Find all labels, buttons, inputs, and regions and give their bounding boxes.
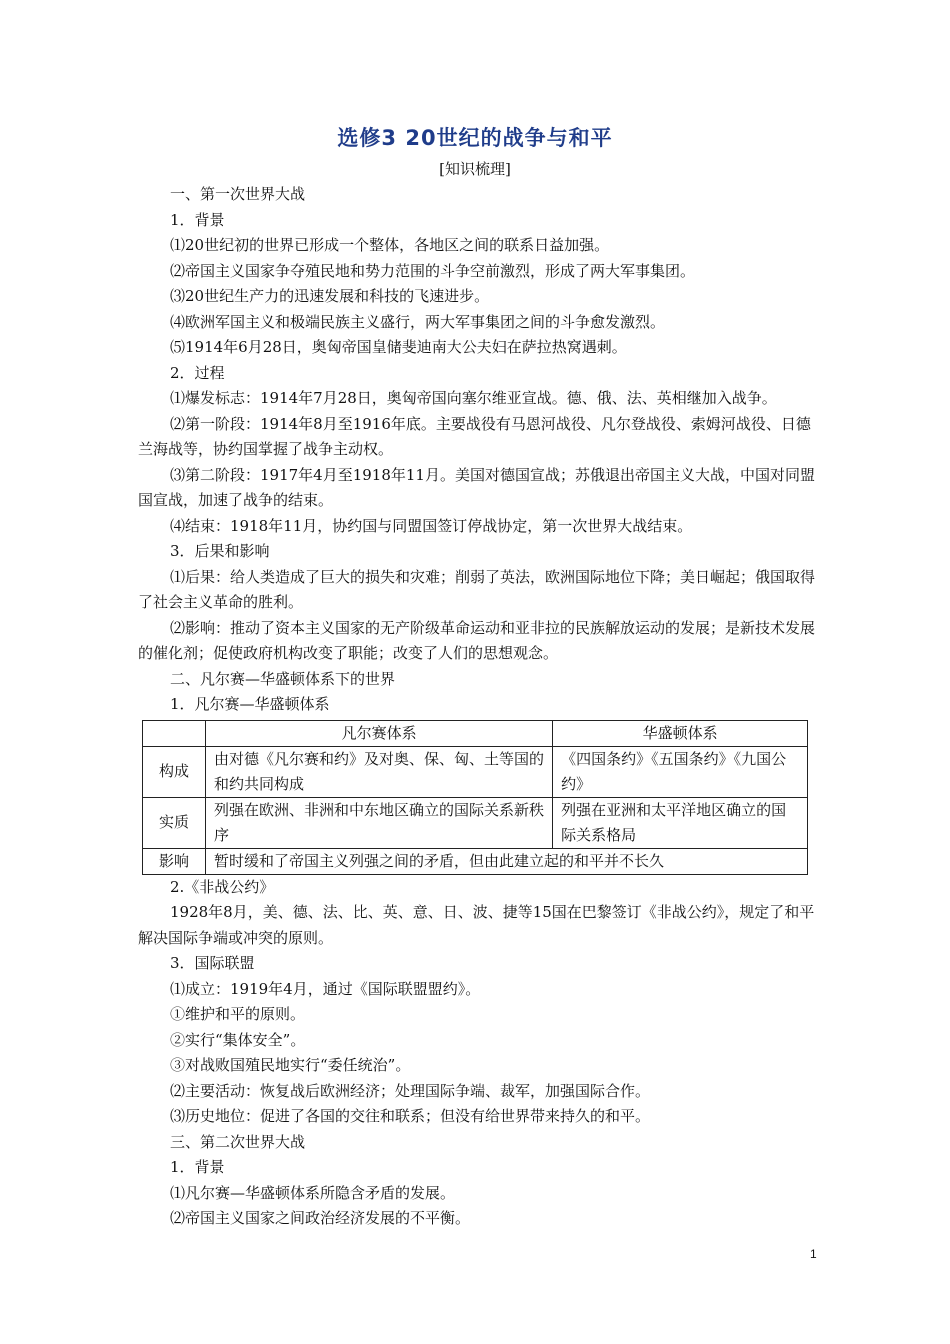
- subsection-heading: 1．凡尔赛—华盛顿体系: [170, 695, 330, 713]
- page-subtitle: [知识梳理]: [439, 160, 511, 178]
- paragraph: ⑸1914年6月28日，奥匈帝国皇储斐迪南大公夫妇在萨拉热窝遇刺。: [170, 338, 627, 356]
- table-cell: 列强在亚洲和太平洋地区确立的国际关系格局: [553, 797, 808, 848]
- subsection-heading: 3．后果和影响: [170, 542, 270, 560]
- subsection-heading: 1．背景: [170, 210, 225, 229]
- section-heading: 一、第一次世界大战: [170, 185, 306, 203]
- table-row: [143, 797, 808, 848]
- table-row-label: 影响: [143, 848, 206, 874]
- table-header-row: [143, 720, 808, 746]
- paragraph: ⑵帝国主义国家争夺殖民地和势力范围的斗争空前激烈，形成了两大军事集团。: [170, 261, 696, 280]
- subsection-heading: 2.《非战公约》: [170, 877, 275, 896]
- table-cell: 《四国条约》《五国条约》《九国公约》: [553, 746, 808, 797]
- paragraph: ③对战败国殖民地实行“委任统治”。: [170, 1056, 411, 1074]
- document-body: [138, 182, 818, 1232]
- paragraph: ⑴后果：给人类造成了巨大的损失和灾难；削弱了英法，欧洲国际地位下降；美日崛起；俄国取得了社会主义革命的胜利。: [138, 567, 816, 611]
- subsection-heading: 3．国际联盟: [170, 954, 255, 972]
- paragraph: ⑴20世纪初的世界已形成一个整体，各地区之间的联系日益加强。: [170, 236, 610, 254]
- paragraph: ⑶第二阶段：1917年4月至1918年11月。美国对德国宣战；苏俄退出帝国主义大战，中国对同盟国宣战，加速了战争的结束。: [138, 465, 815, 509]
- table-header-cell: 凡尔赛体系: [206, 720, 553, 746]
- table-cell: 列强在欧洲、非洲和中东地区确立的国际关系新秩序: [206, 797, 553, 848]
- section-heading: 三、第二次世界大战: [170, 1132, 306, 1151]
- paragraph: ①维护和平的原则。: [170, 1005, 306, 1023]
- paragraph: ⑴成立：1919年4月，通过《国际联盟盟约》。: [170, 979, 481, 998]
- comparison-table: [142, 720, 808, 875]
- paragraph: ⑵第一阶段：1914年8月至1916年底。主要战役有马恩河战役、凡尔登战役、索姆河战役、日德兰海战等，协约国掌握了战争主动权。: [138, 414, 811, 458]
- paragraph: ⑴凡尔赛—华盛顿体系所隐含矛盾的发展。: [170, 1183, 456, 1202]
- paragraph: ⑵帝国主义国家之间政治经济发展的不平衡。: [170, 1209, 471, 1227]
- subsection-heading: 1．背景: [170, 1158, 225, 1176]
- paragraph: 1928年8月，美、德、法、比、英、意、日、波、捷等15国在巴黎签订《非战公约》，规定了和平解决国际争端或冲突的原则。: [138, 903, 815, 947]
- paragraph: ②实行“集体安全”。: [170, 1030, 306, 1049]
- table-row-label: 实质: [143, 797, 206, 848]
- paragraph: ⑵影响：推动了资本主义国家的无产阶级革命运动和亚非拉的民族解放运动的发展；是新技术发展的催化剂；促使政府机构改变了职能；改变了人们的思想观念。: [138, 618, 816, 662]
- table-header-cell: 华盛顿体系: [553, 720, 808, 746]
- paragraph: ⑶20世纪生产力的迅速发展和科技的飞速进步。: [170, 287, 490, 305]
- table-corner-cell: [143, 720, 206, 746]
- paragraph: ⑷欧洲军国主义和极端民族主义盛行，两大军事集团之间的斗争愈发激烈。: [170, 312, 666, 331]
- table-cell: 由对德《凡尔赛和约》及对奥、保、匈、土等国的和约共同构成: [206, 746, 553, 797]
- section-heading: 二、凡尔赛—华盛顿体系下的世界: [170, 669, 396, 688]
- paragraph: ⑷结束：1918年11月，协约国与同盟国签订停战协定，第一次世界大战结束。: [170, 516, 693, 535]
- table-row: [143, 848, 808, 874]
- subsection-heading: 2．过程: [170, 363, 225, 382]
- page-number: 1: [810, 1247, 817, 1261]
- page-title: 选修3 20世纪的战争与和平: [337, 126, 613, 150]
- table-row: [143, 746, 808, 797]
- table-cell: 暂时缓和了帝国主义列强之间的矛盾，但由此建立起的和平并不长久: [206, 848, 808, 874]
- paragraph: ⑵主要活动：恢复战后欧洲经济；处理国际争端、裁军，加强国际合作。: [170, 1081, 651, 1100]
- paragraph: ⑴爆发标志：1914年7月28日，奥匈帝国向塞尔维亚宣战。德、俄、法、英相继加入战争。: [170, 389, 777, 407]
- table-row-label: 构成: [143, 746, 206, 797]
- paragraph: ⑶历史地位：促进了各国的交往和联系；但没有给世界带来持久的和平。: [170, 1107, 651, 1125]
